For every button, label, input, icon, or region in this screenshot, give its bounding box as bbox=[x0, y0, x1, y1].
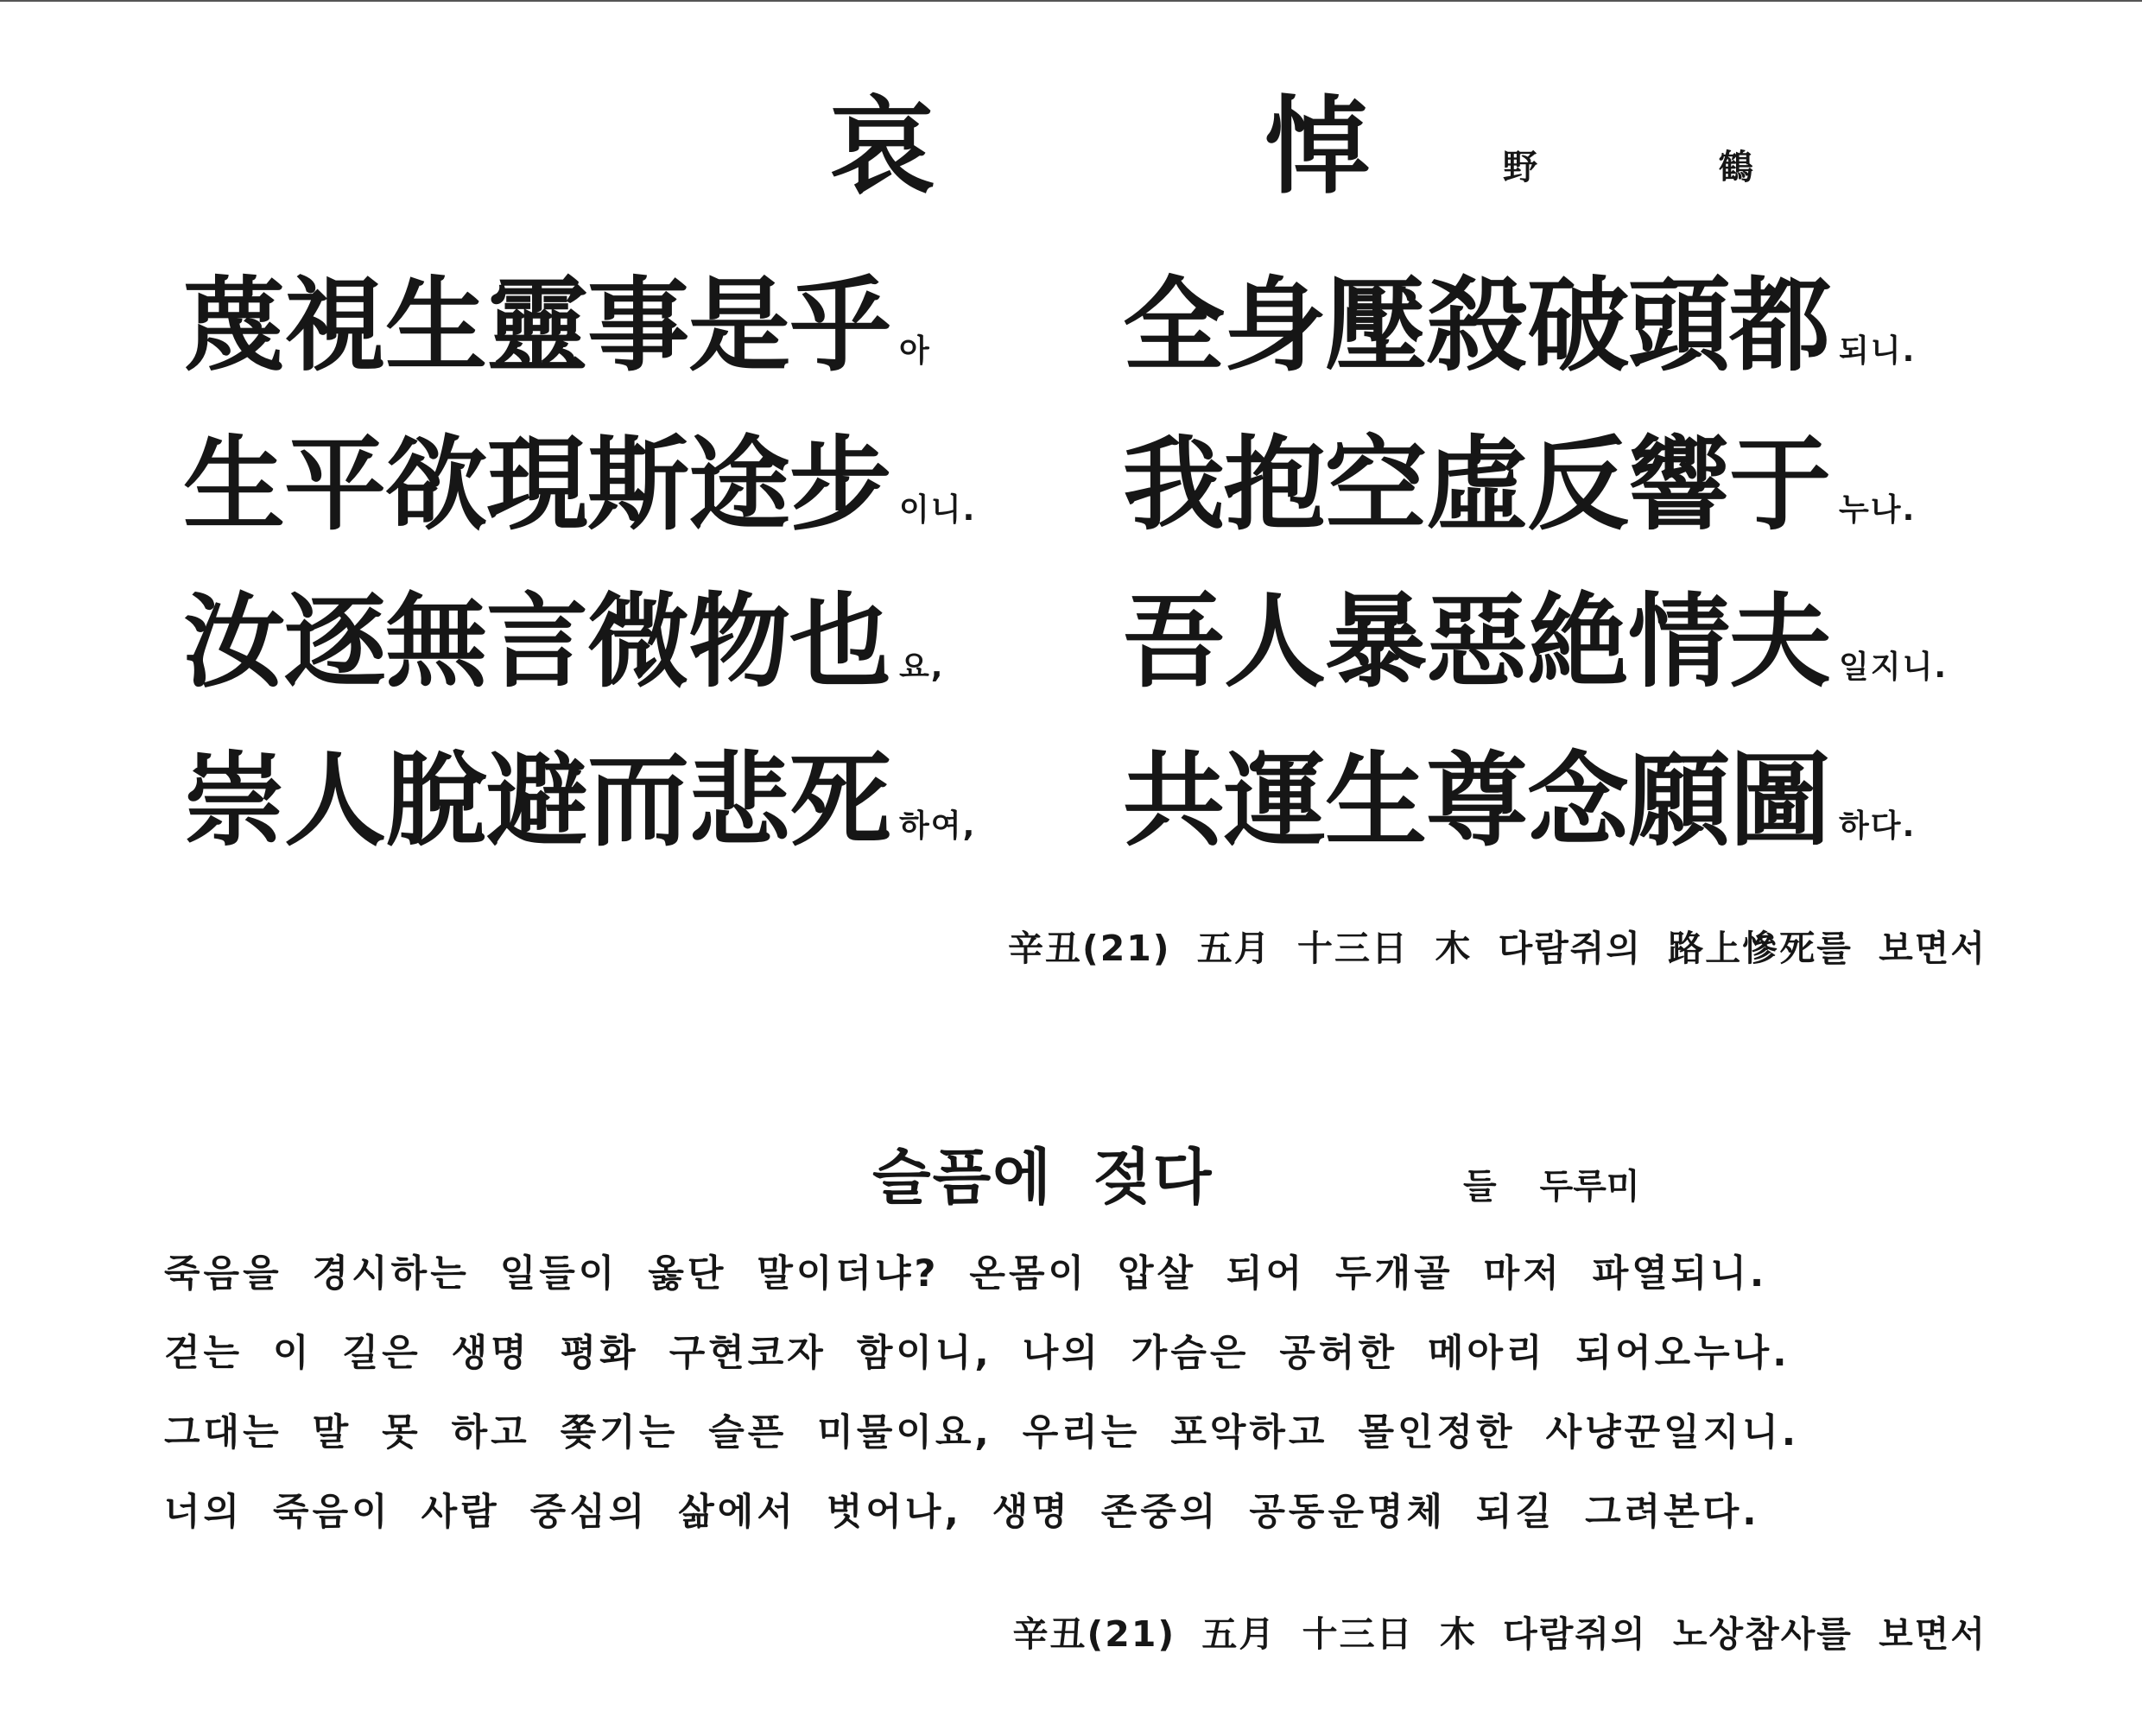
verse-left-3 bbox=[183, 581, 945, 701]
verse-suffix: 요, bbox=[899, 649, 945, 685]
verse-right-3 bbox=[1123, 581, 1949, 701]
poem-hanja-author: 野 鶴 bbox=[1503, 147, 1838, 187]
prose-line-3: 그대는 말 못 하고 쫒기는 슬픈 미물이요, 우리는 포악하고 몰인정한 사냥꾼일지니. bbox=[164, 1411, 1800, 1454]
verse-right-1 bbox=[1123, 265, 1917, 385]
poem-hanja-dateline: 辛丑(21) 五月 十三日 木 다람쥐의 路上慘死를 보면서 bbox=[1007, 928, 1987, 969]
top-rule bbox=[0, 0, 2142, 2]
verse-left-2 bbox=[183, 424, 977, 544]
verse-left-1 bbox=[183, 265, 931, 385]
verse-text: 蔑視生靈事是乎 bbox=[183, 265, 891, 385]
poem-hanja-title: 哀 悼 bbox=[829, 84, 1518, 208]
verse-suffix: 되니. bbox=[1839, 333, 1917, 369]
verse-text: 全身壓殺破頭都 bbox=[1123, 265, 1831, 385]
poem-hangul-title: 슬픔에 젖다 bbox=[872, 1142, 1214, 1213]
verse-text: 生平欲現斯途步 bbox=[183, 424, 891, 544]
verse-suffix: 이니. bbox=[899, 492, 977, 528]
verse-text: 吾人暴惡絶情夫 bbox=[1123, 581, 1831, 701]
verse-right-2 bbox=[1123, 424, 1917, 544]
verse-left-4 bbox=[183, 740, 977, 860]
verse-text: 崇人脫避而悲死 bbox=[183, 740, 891, 860]
verse-suffix: 누나. bbox=[1839, 492, 1917, 528]
verse-right-4 bbox=[1123, 740, 1917, 860]
verse-suffix: 일지니. bbox=[1839, 649, 1949, 685]
verse-text: 共運生尊念願圖 bbox=[1123, 740, 1831, 860]
verse-text: 我抱空虛反響于 bbox=[1123, 424, 1831, 544]
poem-hangul-author: 들 두루미 bbox=[1463, 1167, 1640, 1207]
verse-suffix: 하여, bbox=[899, 808, 977, 844]
prose-line-2: 걷는 이 길은 생명 평화 구현코자 함이니, 나의 가슴은 공허한 메아리 되어오누나. bbox=[164, 1332, 1790, 1375]
prose-line-4: 너의 죽음이 사람 중심의 삶에서 벗어나, 생명 존중의 공동운명체 되길 그려본다. bbox=[164, 1491, 1760, 1534]
prose-line-1: 죽음을 경시하는 일들이 옳단 말이더냐? 온몸이 압살 되어 두개골 마저 파열되니. bbox=[164, 1252, 1768, 1296]
verse-suffix: 하다. bbox=[1839, 808, 1917, 844]
verse-suffix: 아 bbox=[899, 333, 931, 369]
poem-hangul-dateline: 辛丑(21) 五月 十三日 木 다람쥐의 노상참사를 보면서 bbox=[1012, 1613, 1987, 1655]
verse-text: 汝逐無言微物也 bbox=[183, 581, 891, 701]
